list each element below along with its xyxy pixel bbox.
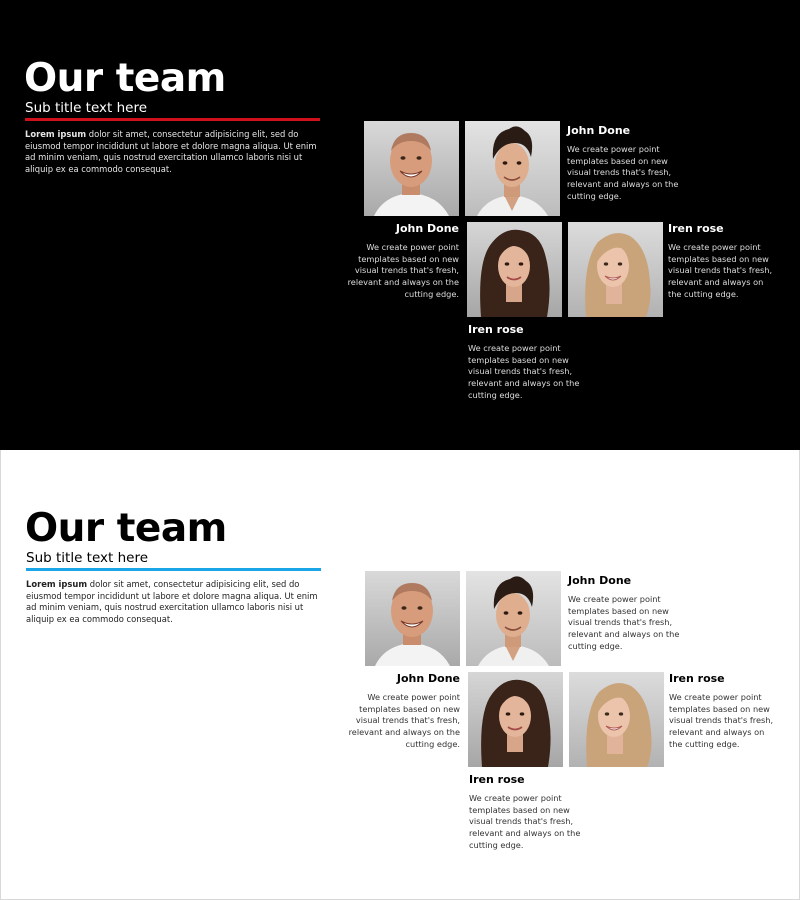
slide-title: Our team bbox=[24, 56, 226, 101]
member-card bbox=[669, 672, 777, 751]
intro-paragraph bbox=[25, 129, 325, 175]
member-description: We create power point templates based on new visual trends that's fresh, relevant and always on the cutting edge. bbox=[567, 144, 679, 201]
member-description: We create power point templates based on new visual trends that's fresh, relevant and always on the cutting edge. bbox=[669, 692, 774, 749]
member-description: We create power point templates based on new visual trends that's fresh, relevant and always on the cutting edge. bbox=[568, 594, 680, 651]
member-description: We create power point templates based on new visual trends that's fresh, relevant and always on the cutting edge. bbox=[468, 343, 580, 400]
blonde-woman-photo bbox=[569, 672, 664, 767]
accent-underline bbox=[26, 568, 321, 571]
member-name: John Done bbox=[396, 672, 460, 685]
slide-subtitle: Sub title text here bbox=[26, 550, 149, 566]
member-name: Iren rose bbox=[468, 323, 524, 336]
intro-body: dolor sit amet, consectetur adipisicing elit, sed do eiusmod tempor incididunt ut labore et dolore magna aliqua. Ut enim ad minim veniam, quis nostrud exercitation ullamco laboris nisi ut aliquip ex ea commodo consequat. bbox=[26, 579, 318, 624]
intro-paragraph bbox=[26, 579, 326, 625]
bald-smiling-man-photo bbox=[364, 121, 459, 216]
member-card bbox=[334, 222, 459, 301]
slide-title: Our team bbox=[25, 506, 227, 551]
blonde-woman-photo bbox=[568, 222, 663, 317]
dark-haired-woman-photo bbox=[468, 672, 563, 767]
member-description: We create power point templates based on new visual trends that's fresh, relevant and always on the cutting edge. bbox=[348, 692, 460, 749]
member-card bbox=[668, 222, 776, 301]
member-name: John Done bbox=[567, 124, 631, 137]
dark-haired-young-man-photo bbox=[466, 571, 561, 666]
member-card bbox=[468, 323, 593, 402]
dark-haired-young-man-photo bbox=[465, 121, 560, 216]
member-name: Iren rose bbox=[669, 672, 725, 685]
member-name: John Done bbox=[568, 574, 632, 587]
member-name: Iren rose bbox=[668, 222, 724, 235]
member-card bbox=[335, 672, 460, 751]
member-name: Iren rose bbox=[469, 773, 525, 786]
member-name: John Done bbox=[395, 222, 459, 235]
team-slide-light bbox=[0, 450, 800, 900]
intro-lead: Lorem ipsum bbox=[25, 129, 87, 139]
member-description: We create power point templates based on new visual trends that's fresh, relevant and always on the cutting edge. bbox=[668, 242, 773, 299]
member-card bbox=[469, 773, 594, 852]
member-card bbox=[568, 574, 693, 653]
member-description: We create power point templates based on new visual trends that's fresh, relevant and always on the cutting edge. bbox=[469, 793, 581, 850]
intro-body: dolor sit amet, consectetur adipisicing elit, sed do eiusmod tempor incididunt ut labore et dolore magna aliqua. Ut enim ad minim veniam, quis nostrud exercitation ullamco laboris nisi ut aliquip ex ea commodo consequat. bbox=[25, 129, 317, 174]
bald-smiling-man-photo bbox=[365, 571, 460, 666]
intro-lead: Lorem ipsum bbox=[26, 579, 88, 589]
accent-underline bbox=[25, 118, 320, 121]
member-description: We create power point templates based on new visual trends that's fresh, relevant and always on the cutting edge. bbox=[347, 242, 459, 299]
dark-haired-woman-photo bbox=[467, 222, 562, 317]
slide-subtitle: Sub title text here bbox=[25, 100, 148, 116]
member-card bbox=[567, 124, 692, 203]
